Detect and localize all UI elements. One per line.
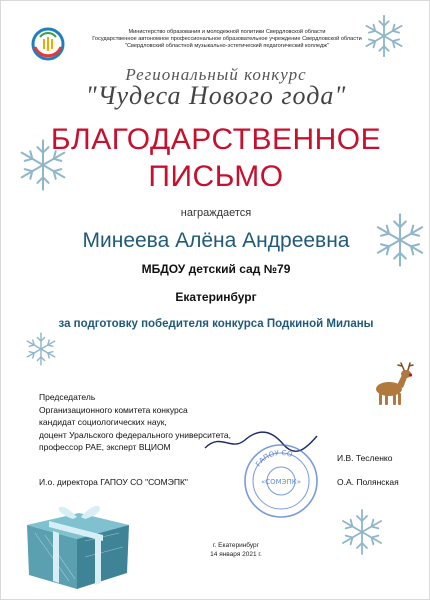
chair-title-line: кандидат социологических наук,: [39, 417, 167, 427]
place-date-block: [1, 541, 430, 559]
award-reason: за подготовку победителя конкурса Подкиной Миланы: [58, 318, 374, 330]
stamp-top-text: ГАПОУ СО: [254, 448, 294, 469]
contest-line-1: Региональный конкурс: [125, 65, 307, 84]
org-line: Государственное автономное профессиональное образовательное учреждение Свердловской области: [92, 36, 362, 42]
org-line: "Свердловский областной музыкально-эстетический педагогический колледж": [124, 43, 330, 49]
document-title-line-2: ПИСЬМО: [148, 160, 284, 193]
stamp-center-text: «СОМЭПК»: [260, 478, 302, 486]
recipient-city: Екатеринбург: [175, 290, 257, 304]
chair-title-line: профессор РАЕ, эксперт ВЦИОМ: [39, 442, 171, 452]
chair-title-line: Организационного комитета конкурса: [39, 404, 188, 415]
snowflake-icon: [23, 331, 59, 367]
recipient-organization: МБДОУ детский сад №79: [141, 262, 291, 276]
org-line: Министерство образования и молодежной политики Свердловской области: [128, 29, 326, 35]
chair-name: И.В. Тесленко: [337, 453, 393, 463]
awarded-label: награждается: [180, 207, 252, 219]
issue-date: 14 января 2021 г.: [210, 551, 262, 558]
recipient-name: Минеева Алёна Андреевна: [82, 229, 350, 252]
contest-line-2: "Чудеса Нового года": [85, 81, 347, 110]
document-title-line-1: БЛАГОДАРСТВЕННОЕ: [50, 123, 382, 156]
organization-header: [77, 29, 377, 50]
snowflake-icon: [361, 13, 407, 59]
director-name: О.А. Полянская: [337, 477, 399, 487]
college-logo-icon: [31, 27, 65, 61]
issue-place: г. Екатеринбург: [212, 542, 260, 549]
chair-title-line: доцент Уральского федерального университета,: [39, 429, 231, 440]
director-title: И.о. директора ГАПОУ СО "СОМЭПК": [39, 477, 188, 487]
gift-box-icon: [19, 483, 137, 593]
reindeer-icon: [367, 361, 415, 407]
official-stamp: [241, 441, 321, 521]
chair-title-line: Председатель: [39, 392, 96, 402]
